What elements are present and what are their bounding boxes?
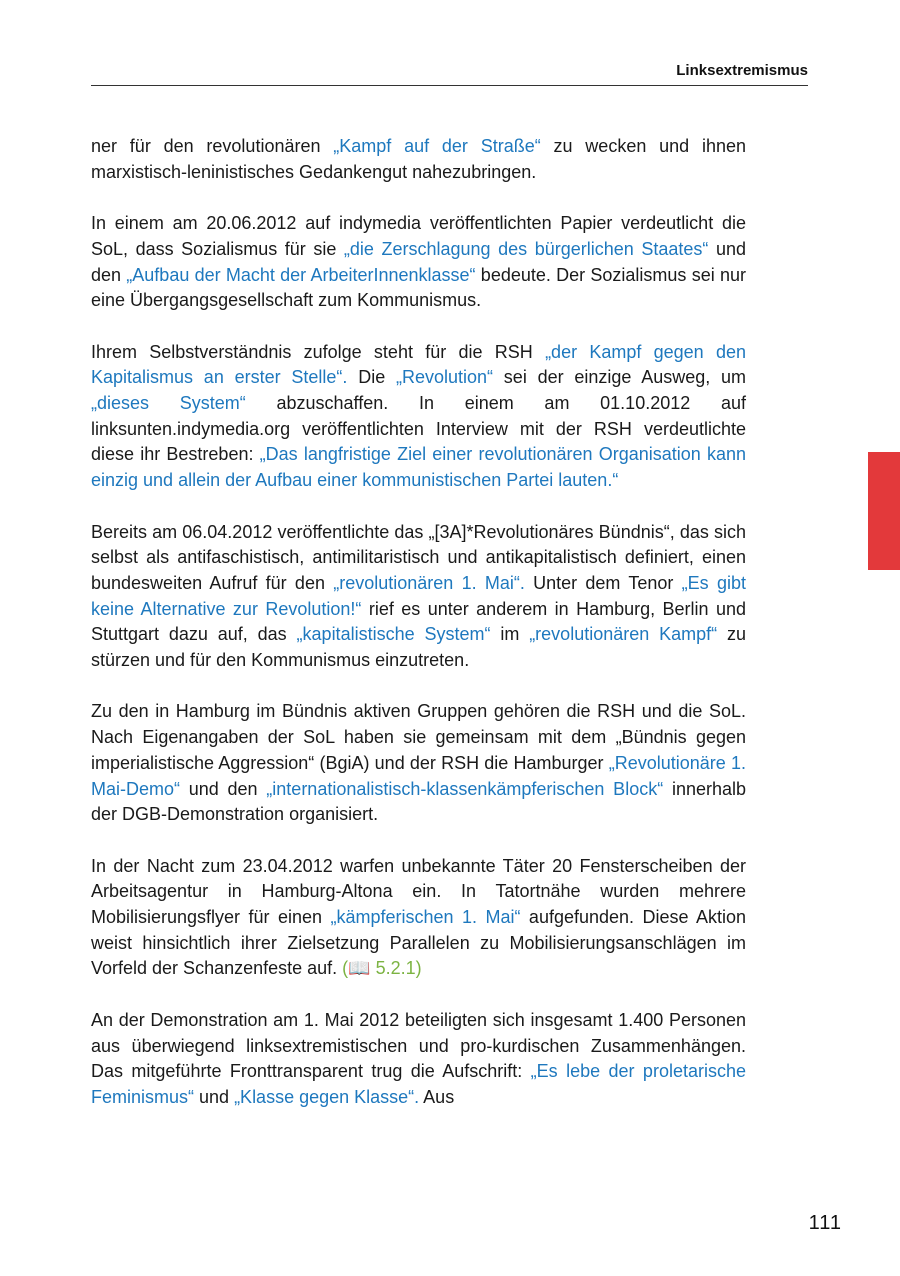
text-run: abzuschaffen. In einem am 01.10.2012 auf linksunten.indymedia.org veröffentlichten Interview mit der RSH verdeutlichte diese ihr Bestreben: <box>91 393 746 465</box>
text-run: Bereits am 06.04.2012 veröffentlichte das „[3A]*Revolutionäres Bündnis“, das sich selbst als antifaschistisch, antimilitaristisch und antikapitalistisch definiert, einen bundesweiten Aufruf für den <box>91 521 746 593</box>
text-run: aufgefunden. Diese Aktion weist hinsichtlich ihrer Zielsetzung Parallelen zu Mobilisierungsanschlägen im Vorfeld der Schanzenfeste auf. <box>91 907 747 979</box>
quotation: „Klasse gegen Klasse“. <box>234 1086 420 1107</box>
text-run: innerhalb der DGB-Demonstration organisiert. <box>91 778 746 825</box>
text-run: Zu den in Hamburg im Bündnis aktiven Gruppen gehören die RSH und die SoL. Nach Eigenangaben der SoL haben sie gemeinsam mit dem „Bündnis gegen imperialistische Aggression“ (BgiA) und der RSH die Hamburger <box>91 701 746 773</box>
body-text <box>91 134 746 1136</box>
text-run: Aus <box>419 1086 455 1107</box>
paragraph <box>91 699 746 828</box>
text-run: rief es unter anderem in Hamburg, Berlin und Stuttgart dazu auf, das <box>91 598 747 645</box>
paragraph <box>91 854 746 983</box>
text-run: zu stürzen und für den Kommunismus einzutreten. <box>91 624 747 671</box>
text-run: ner für den revolutionären <box>91 136 334 156</box>
cross-reference-link[interactable]: (📖 5.2.1) <box>342 958 422 979</box>
text-run: und den <box>180 778 267 799</box>
paragraph <box>91 520 746 674</box>
text-run: und den <box>91 238 746 285</box>
quotation: „kapitalistische System“ <box>296 624 491 645</box>
text-run: Ihrem Selbstverständnis zufolge steht für die RSH <box>91 341 546 362</box>
quotation: „internationalistisch-klassenkämpferischen Block“ <box>266 778 664 799</box>
quotation: „dieses System“ <box>91 393 246 413</box>
text-run: sei der einzige Ausweg, um <box>493 367 747 388</box>
paragraph <box>91 211 746 314</box>
quotation: „die Zerschlagung des bürgerlichen Staates“ <box>343 238 709 259</box>
quotation: „revolutionären Kampf“ <box>529 624 718 645</box>
text-run: Unter dem Tenor <box>524 572 682 593</box>
header-title: Linksextremismus <box>676 62 808 79</box>
text-run: In einem am 20.06.2012 auf indymedia veröffentlichten Papier verdeutlicht die SoL, dass Sozialismus für sie <box>91 213 746 259</box>
quotation: „revolutionären 1. Mai“. <box>333 572 525 593</box>
quotation: „der Kampf gegen den Kapitalismus an erster Stelle“. <box>91 341 746 388</box>
page-number: 111 <box>808 1212 842 1234</box>
quotation: „Aufbau der Macht der ArbeiterInnenklasse“ <box>126 264 476 285</box>
paragraph <box>91 340 746 494</box>
quotation: „Das langfristige Ziel einer revolutionären Organisation kann einzig und allein der Aufbau einer kommunistischen Partei lauten.“ <box>91 444 747 491</box>
text-run: Die <box>347 367 396 388</box>
text-run: im <box>490 624 530 645</box>
paragraph <box>91 1008 746 1111</box>
text-run: bedeute. Der Sozialismus sei nur eine Übergangsgesellschaft zum Kommunismus. <box>91 264 746 311</box>
quotation: „Es gibt keine Alternative zur Revolution!“ <box>91 572 746 619</box>
text-run: zu wecken und ihnen marxistisch-leninistisches Gedankengut nahezubringen. <box>91 136 746 182</box>
quotation: „Kampf auf der Straße“ <box>333 136 541 156</box>
quotation: „Revolutionäre 1. Mai-Demo“ <box>91 752 746 799</box>
running-header <box>91 58 808 86</box>
chapter-tab-marker <box>868 452 900 570</box>
quotation: „Es lebe der proletarische Feminismus“ <box>91 1061 746 1107</box>
paragraph <box>91 134 746 185</box>
text-run: An der Demonstration am 1. Mai 2012 beteiligten sich insgesamt 1.400 Personen aus überwiegend linksextremistischen und pro-kurdischen Zusammenhängen. Das mitgeführte Fronttransparent trug die Aufschrift: <box>91 1009 746 1082</box>
text-run: In der Nacht zum 23.04.2012 warfen unbekannte Täter 20 Fensterscheiben der Arbeitsagentur in Hamburg-Altona ein. In Tatortnähe wurden mehrere Mobilisierungsflyer für einen <box>91 855 746 928</box>
quotation: „kämpferischen 1. Mai“ <box>330 907 521 928</box>
quotation: „Revolution“ <box>395 367 494 388</box>
text-run: und <box>194 1086 235 1107</box>
